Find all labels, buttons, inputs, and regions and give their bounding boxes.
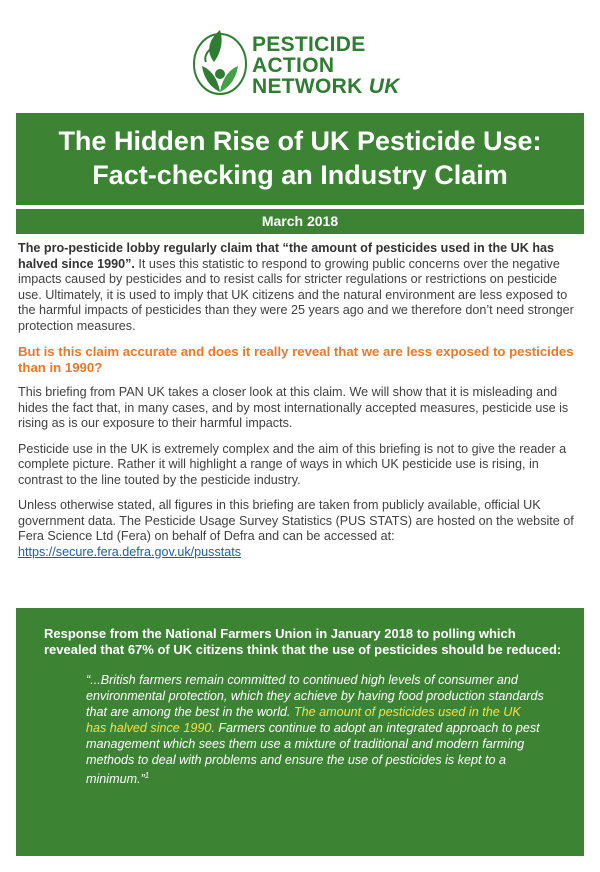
intro-rest: It uses this statistic to respond to growing public concerns over the negative impacts caused by pesticides and to resist calls for stricter regulations or restrictions on pesticide use. Ultimately, it is used to imply that UK citizens and the natural environment are less exposed to the harmful impacts of pesticides than they were 25 years ago and we therefore don’t need stronger protection measures. (18, 256, 574, 333)
quote-highlight: The amount of pesticides used in the UK has halved since 1990 (86, 705, 521, 735)
paragraph-briefing: This briefing from PAN UK takes a closer look at this claim. We will show that it is misleading and hides the fact that, in many cases, and by most internationally accepted measures, pesticide use is rising as is our exposure to their harmful impacts. (18, 385, 569, 430)
body-text (18, 241, 584, 560)
page-title (16, 113, 584, 205)
title-line-1: The Hidden Rise of UK Pesticide Use: (58, 126, 542, 156)
leaf-globe-icon (190, 22, 250, 100)
intro-claim: The pro-pesticide lobby regularly claim that “the amount of pesticides used in the UK has halved since 1990”. (18, 241, 555, 271)
nfu-quote-box (16, 608, 584, 856)
logo-line-3: NETWORK UK (252, 75, 400, 98)
quote-text: “...British farmers remain committed to continued high levels of consumer and environmental protection, which they achieve by having food production standards that are among the best in the world. The amount of pesticides used in the UK has halved since 1990. Farmers continue to adopt an integrated approach to pest management which sees them use a mixture of traditional and modern farming methods to deal with problems and ensure the use of pesticides is kept to a minimum.”$^1$ (86, 673, 544, 787)
quote-heading: Response from the National Farmers Union in January 2018 to polling which revealed that 67% of UK citizens think that the use of pesticides should be reduced: (44, 626, 562, 657)
logo-wordmark (252, 34, 400, 97)
pusstats-link[interactable]: https://secure.fera.defra.gov.uk/pusstats (18, 544, 242, 559)
footnote-marker: 1 (144, 771, 150, 780)
intro-paragraph (18, 241, 584, 334)
key-question: But is this claim accurate and does it really reveal that we are less exposed to pesticides than in 1990? (18, 344, 574, 375)
logo-line-1: PESTICIDE (252, 33, 366, 56)
paragraph-complexity: Pesticide use in the UK is extremely complex and the aim of this briefing is not to give the reader a complete picture. Rather it will highlight a range of ways in which UK pesticide use is rising, in contrast to the line touted by the pesticide industry. (18, 441, 567, 487)
paragraph-sources: Unless otherwise stated, all figures in this briefing are taken from publicly available, official UK government data. The Pesticide Usage Survey Statistics (PUS STATS) are hosted on the website of Fera Science Ltd (Fera) on behalf of Defra and can be accessed at: https://secure.fera.defra.gov.uk/pusstats (18, 498, 574, 559)
publication-date: March 2018 (16, 209, 584, 234)
title-line-2: Fact-checking an Industry Claim (92, 160, 508, 190)
logo-uk: UK (368, 75, 400, 98)
logo-line-2: ACTION (252, 54, 335, 77)
pan-uk-logo (190, 22, 420, 102)
